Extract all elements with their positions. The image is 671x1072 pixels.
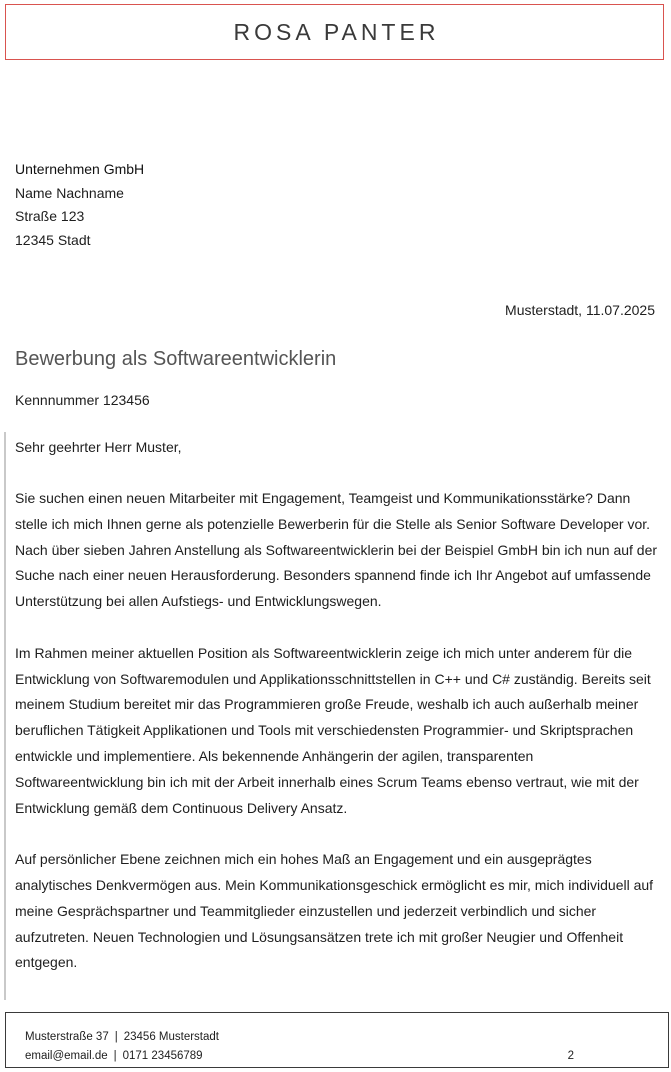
recipient-company: Unternehmen GmbH bbox=[15, 161, 145, 177]
body-paragraph: Auf persönlicher Ebene zeichnen mich ein hohes Maß an Engagement und ein ausgeprägtes analytisches Denkvermögen aus. Mein Kommunikationsgeschick ermöglicht es mir, mich individuell auf meine Gesprächspartner und Teammitglieder einzustellen und jederzeit verbindlich und sicher aufzutreten. Neuen Technologien und Lösungsansätzen trete ich mit großer Neugier und Offenheit entgegen. bbox=[15, 851, 654, 971]
letter-date: Musterstadt, 11.07.2025 bbox=[505, 302, 655, 318]
body-paragraph: Sie suchen einen neuen Mitarbeiter mit Engagement, Teamgeist und Kommunikationsstärke? Dann stelle ich mich Ihnen gerne als potenzielle Bewerberin für die Stelle als Senior Software Developer vor. Nach über sieben Jahren Anstellung als Softwareentwicklerin bei der Beispiel GmbH bin ich nun auf der Suche nach einer neuen Herausforderung. Besonders spannend finde ich Ihr Angebot auf umfassende Unterstützung bei allen Aufstiegs- und Entwicklungswegen. bbox=[15, 490, 658, 610]
recipient-contact: Name Nachname bbox=[15, 184, 124, 201]
footer-separator: | bbox=[113, 1050, 117, 1062]
body-paragraph: Im Rahmen meiner aktuellen Position als Softwareentwicklerin zeige ich mich unter anderem für die Entwicklung von Softwaremodulen und Applikationsschnittstellen in C++ und C# zuständig. Bereits seit meinem Studium bereitet mir das Programmieren große Freude, weshalb ich auch außerhalb meiner beruflichen Tätigkeit Applikationen und Tools mit verschiedensten Programmier- und Skriptsprachen entwickle und implementiere. Als bekennende Anhängerin der agilen, transparenten Softwareentwicklung bin ich mit der Arbeit innerhalb eines Scrum Teams ebenso vertraut, wie mit der Entwicklung gemäß dem Continuous Delivery Ansatz. bbox=[15, 644, 651, 816]
salutation: Sehr geehrter Herr Muster, bbox=[15, 439, 182, 455]
footer-phone: 0171 23456789 bbox=[122, 1050, 203, 1062]
letterhead bbox=[5, 4, 664, 60]
footer-address bbox=[25, 1029, 219, 1045]
margin-rule bbox=[4, 432, 6, 1000]
footer bbox=[5, 1012, 669, 1068]
footer-separator: | bbox=[114, 1031, 118, 1043]
letter-body bbox=[15, 486, 659, 1002]
sender-name: ROSA PANTER bbox=[233, 18, 440, 45]
recipient-city: 12345 Stadt bbox=[15, 231, 91, 248]
page-number: 2 bbox=[567, 1050, 574, 1062]
recipient-street: Straße 123 bbox=[15, 208, 85, 224]
footer-contact bbox=[25, 1048, 203, 1064]
footer-city: 23456 Musterstadt bbox=[123, 1031, 219, 1043]
recipient-address bbox=[15, 158, 144, 252]
letter-subject: Bewerbung als Softwareentwicklerin bbox=[15, 348, 337, 370]
footer-email: email@email.de bbox=[25, 1050, 108, 1062]
reference-number: Kennnummer 123456 bbox=[15, 392, 150, 408]
footer-street: Musterstraße 37 bbox=[25, 1031, 109, 1043]
